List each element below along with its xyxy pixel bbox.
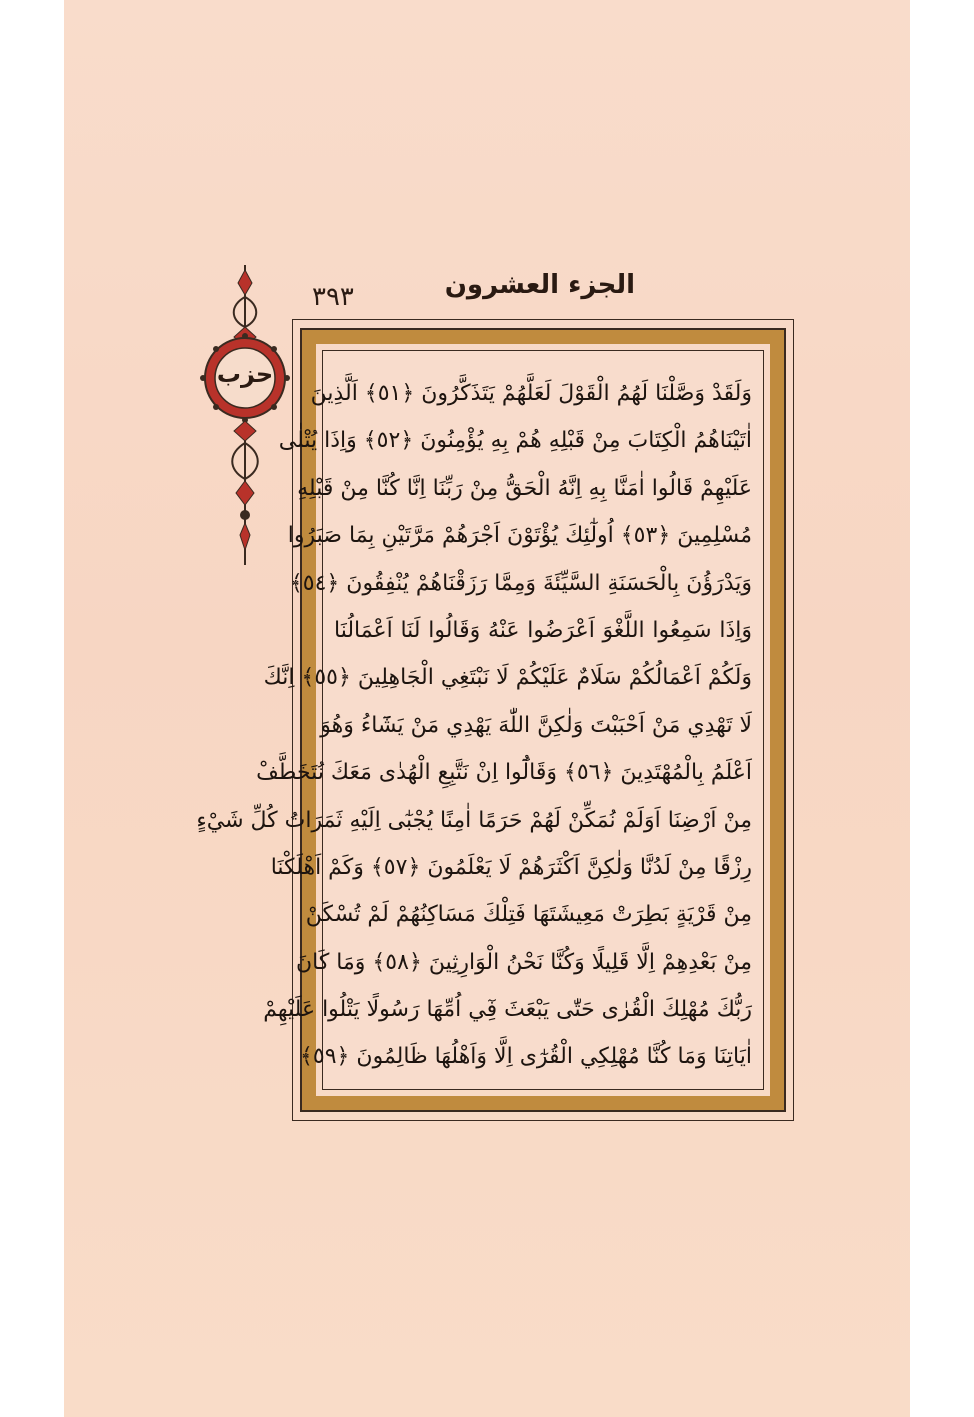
page-edge-right xyxy=(910,0,974,1417)
hizb-ornament-icon xyxy=(190,265,300,565)
text-line: لَا تَهْدِي مَنْ اَحْبَبْتَ وَلٰكِنَّ اللّٰهَ يَهْدِي مَنْ يَشَٓاءُ وَهُوَ xyxy=(320,712,752,738)
juz-title: الجزء العشرون xyxy=(444,270,635,300)
text-line: وَلَكُمْ اَعْمَالُكُمْ سَلَامٌ عَلَيْكُمْ لَا نَبْتَغِي الْجَاهِلِينَ ﴿٥٥﴾ اِنَّكَ xyxy=(263,665,752,691)
text-line: رَبُّكَ مُهْلِكَ الْقُرٰى حَتّٰى يَبْعَثَ فِٓي اُمِّهَا رَسُولًا يَتْلُوا عَلَيْهِمْ xyxy=(263,997,752,1023)
page-edge-left xyxy=(0,0,64,1417)
text-line: رِزْقًا مِنْ لَدُنَّا وَلٰكِنَّ اَكْثَرَهُمْ لَا يَعْلَمُونَ ﴿٥٧﴾ وَكَمْ اَهْلَكْنَا xyxy=(270,854,752,880)
text-line: مِنْ بَعْدِهِمْ اِلَّا قَلِيلًا وَكُنَّا نَحْنُ الْوَارِثِينَ ﴿٥٨﴾ وَمَا كَانَ xyxy=(295,949,752,975)
hizb-label: حزب xyxy=(216,360,274,388)
text-line: وَلَقَدْ وَصَّلْنَا لَهُمُ الْقَوْلَ لَعَلَّهُمْ يَتَذَكَّرُونَ ﴿٥١﴾ اَلَّذِينَ xyxy=(310,381,752,406)
text-line: مِنْ اَرْضِنَا اَوَلَمْ نُمَكِّنْ لَهُمْ حَرَمًا اٰمِنًا يُجْبٰٓى اِلَيْهِ ثَمَرَاتُ كُلِّ شَيْءٍ xyxy=(196,807,752,833)
hizb-ornament xyxy=(190,265,300,565)
text-line: وَاِذَا سَمِعُوا اللَّغْوَ اَعْرَضُوا عَنْهُ وَقَالُوا لَنَا اَعْمَالُنَا xyxy=(334,617,752,643)
page-header xyxy=(300,270,790,310)
text-line: وَيَدْرَؤُنَ بِالْحَسَنَةِ السَّيِّئَةَ وَمِمَّا رَزَقْنَاهُمْ يُنْفِقُونَ ﴿٥٤﴾ xyxy=(289,570,752,596)
text-line: عَلَيْهِمْ قَالُوا اٰمَنَّا بِهِ اِنَّهُ الْحَقُّ مِنْ رَبِّنَا اِنَّا كُنَّا مِنْ قَبْلِهِ xyxy=(297,475,752,501)
text-line: مِنْ قَرْيَةٍ بَطِرَتْ مَعِيشَتَهَا فَتِلْكَ مَسَاكِنُهُمْ لَمْ تُسْكَنْ xyxy=(305,902,752,928)
text-line: اٰيَاتِنَا وَمَا كُنَّا مُهْلِكِي الْقُرٰٓى اِلَّا وَاَهْلُهَا ظَالِمُونَ ﴿٥٩﴾ xyxy=(300,1044,752,1070)
page-number: ٣٩٣ xyxy=(312,282,354,312)
text-line: مُسْلِمِينَ ﴿٥٣﴾ اُولٰٓئِكَ يُؤْتَوْنَ اَجْرَهُمْ مَرَّتَيْنِ بِمَا صَبَرُوا xyxy=(287,523,752,549)
text-line: اٰتَيْنَاهُمُ الْكِتَابَ مِنْ قَبْلِهِ هُمْ بِهِ يُؤْمِنُونَ ﴿٥٢﴾ وَاِذَا يُتْلٰى xyxy=(278,428,752,454)
text-line: اَعْلَمُ بِالْمُهْتَدِينَ ﴿٥٦﴾ وَقَالُٓوا اِنْ نَتَّبِعِ الْهُدٰى مَعَكَ نُتَخَطَّفْ xyxy=(256,760,752,786)
